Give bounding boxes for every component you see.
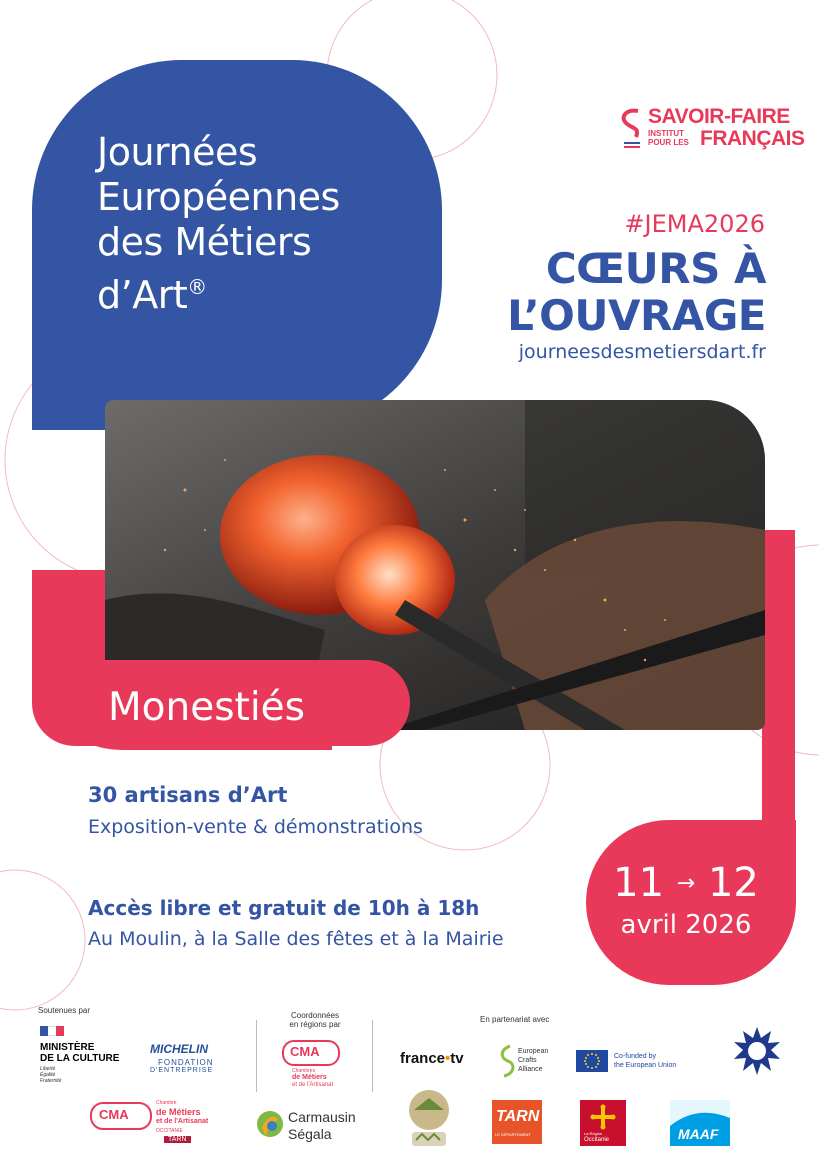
francetv-suffix: tv: [450, 1050, 464, 1067]
motto-2: Égalité: [40, 1072, 56, 1078]
title-line-4: d’Art: [97, 273, 188, 317]
french-flag-icon: [40, 1026, 64, 1036]
michelin-foundation-logo: [148, 1034, 248, 1084]
francais-word: FRANÇAIS: [700, 127, 805, 150]
starburst-emblem: [732, 1026, 782, 1076]
motto-1: Liberté: [40, 1066, 56, 1072]
crafts-alliance-swirl-icon: [498, 1044, 516, 1078]
eu-line-1: Co-funded by: [614, 1053, 657, 1060]
end-day: 12: [707, 860, 759, 906]
carmausin-segala-logo: [256, 1106, 376, 1146]
tarn-department-logo: [492, 1100, 542, 1144]
institut-word: INSTITUT: [648, 129, 684, 138]
partners-label: En partenariat avec: [480, 1015, 550, 1024]
date-days: [586, 860, 786, 906]
supported-label: Soutenues par: [38, 1006, 91, 1015]
region-sub-2: Occitanie: [584, 1137, 610, 1143]
cma-tarn-line-1: Chambre: [156, 1100, 177, 1106]
cma-mark: CMA: [290, 1044, 320, 1059]
european-crafts-alliance-logo: [498, 1044, 570, 1084]
francetv-dot-icon: •: [445, 1050, 451, 1067]
event-title: [97, 130, 340, 318]
francetv-name: france: [400, 1050, 446, 1067]
occitan-cross-icon: [590, 1104, 616, 1130]
motto-3: Fraternité: [40, 1078, 62, 1084]
eca-line-1: European: [518, 1048, 549, 1055]
tarn-name: TARN: [496, 1108, 540, 1125]
slogan-line-1: CŒURS À: [545, 244, 766, 293]
tarn-sub: LE DÉPARTEMENT: [495, 1132, 531, 1137]
starburst-icon: [732, 1026, 782, 1076]
start-day: 11: [613, 860, 665, 906]
eu-line-2: the European Union: [614, 1062, 677, 1069]
carmausin-line-2: Ségala: [288, 1126, 332, 1142]
eu-flag-icon: [576, 1050, 608, 1072]
hashtag: #JEMA2026: [624, 210, 765, 238]
slogan-line-2: L’OUVRAGE: [507, 291, 766, 340]
michelin-line-2: D'ENTREPRISE: [150, 1067, 214, 1074]
coord-label-line-1: Coordonnées: [290, 1011, 340, 1020]
maaf-logo: [670, 1100, 730, 1146]
title-line-3: des Métiers: [97, 220, 312, 264]
cma-line-1: Chambres: [292, 1068, 316, 1074]
carmausin-line-1: Carmausin: [288, 1109, 356, 1125]
title-line-2: Européennes: [97, 175, 340, 219]
cma-tarn-badge: OCCITANIE: [156, 1128, 183, 1134]
region-occitanie-logo: [580, 1100, 626, 1146]
coord-label: [270, 1011, 360, 1029]
region-sub-1: La Région: [584, 1131, 603, 1136]
deco-circle-bottom-left: [0, 870, 85, 1010]
maaf-name: MAAF: [678, 1126, 719, 1142]
carmausin-leaf-icon: [256, 1108, 284, 1140]
access-text: Accès libre et gratuit de 10h à 18h: [88, 896, 480, 920]
divider-1: [256, 1020, 257, 1092]
activities-text: Exposition-vente & démonstrations: [88, 816, 423, 838]
cma-line-3: et de l'Artisanat: [292, 1082, 334, 1088]
eca-line-2: Crafts: [518, 1057, 537, 1064]
cma-tarn-line-3: et de l'Artisanat: [156, 1118, 209, 1125]
savoir-faire-swirl-icon: [618, 107, 644, 151]
divider-2: [372, 1020, 373, 1092]
coord-label-line-2: en régions par: [289, 1020, 341, 1029]
village-emblem-icon: [406, 1088, 452, 1150]
website-link[interactable]: journeesdesmetiersdart.fr: [518, 341, 766, 363]
date-month-year: avril 2026: [620, 910, 752, 940]
michelin-line-1: FONDATION: [158, 1058, 214, 1067]
michelin-name: MICHELIN: [150, 1042, 208, 1056]
savoir-faire-word: SAVOIR-FAIRE: [648, 105, 790, 128]
location-name: Monestiés: [108, 685, 305, 730]
pink-shape-right: [762, 530, 795, 860]
title-line-1: Journées: [97, 130, 258, 174]
artisans-count: 30 artisans d’Art: [88, 783, 288, 807]
slogan: [470, 245, 766, 339]
cma-tarn-mark: CMA: [99, 1107, 129, 1122]
cma-tarn-logo: [90, 1100, 220, 1152]
village-emblem-logo: [406, 1088, 452, 1150]
ministry-line-2: DE LA CULTURE: [40, 1053, 120, 1064]
cma-line-2: de Métiers: [292, 1074, 327, 1081]
venues-text: Au Moulin, à la Salle des fêtes et à la Mairie: [88, 928, 504, 950]
eu-cofunded-logo: [576, 1050, 716, 1076]
francetv-logo: [400, 1050, 490, 1074]
savoir-faire-logo: [618, 105, 805, 161]
ministry-line-1: MINISTÈRE: [40, 1042, 95, 1053]
eca-line-3: Alliance: [518, 1066, 543, 1073]
cma-tarn-dept: TARN: [164, 1136, 191, 1143]
pour-les-word: POUR LES: [648, 138, 689, 147]
cma-regions-logo: [278, 1038, 358, 1092]
ministry-culture-logo: [40, 1026, 140, 1086]
arrow-right-icon: →: [676, 871, 696, 896]
cma-tarn-line-2: de Métiers: [156, 1107, 201, 1117]
registered-mark: ®: [187, 275, 207, 299]
